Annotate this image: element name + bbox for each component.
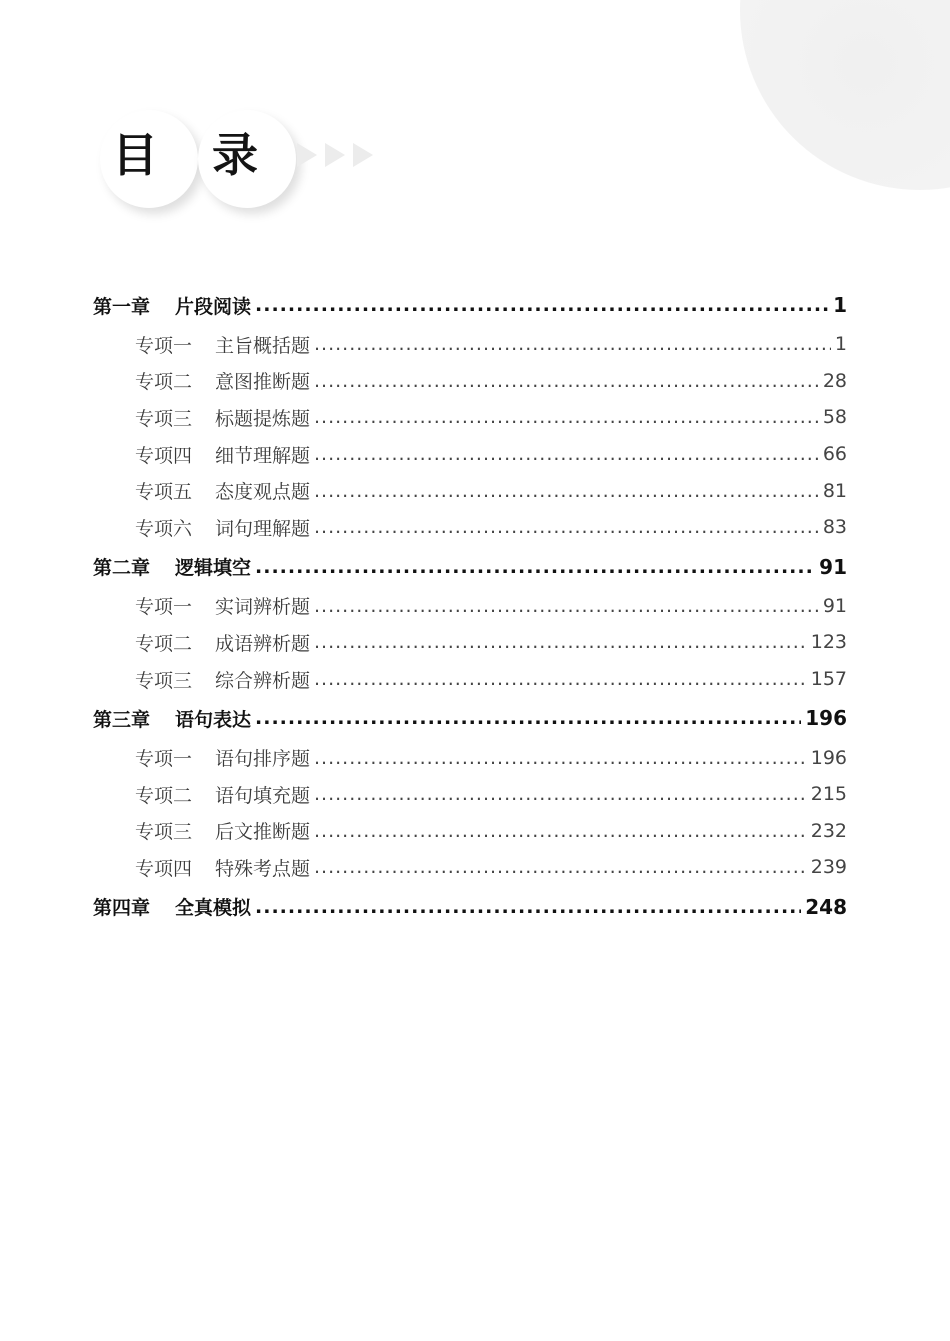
dot-leader bbox=[314, 516, 819, 538]
section-number: 专项二 bbox=[135, 371, 193, 394]
section-number: 专项一 bbox=[135, 596, 193, 619]
dot-leader bbox=[314, 480, 819, 502]
section-number: 专项二 bbox=[135, 784, 193, 807]
chapter-number: 第二章 bbox=[93, 557, 151, 580]
arrow-right-icon bbox=[325, 143, 345, 167]
dot-leader bbox=[314, 370, 819, 392]
page-number: 196 bbox=[810, 746, 847, 769]
arrow-decoration bbox=[297, 143, 373, 171]
section-title: 语句排序题 bbox=[215, 748, 311, 771]
section-number: 专项三 bbox=[135, 407, 193, 430]
section-title: 主旨概括题 bbox=[215, 334, 311, 357]
dot-leader bbox=[314, 333, 831, 355]
dot-leader bbox=[314, 820, 807, 842]
page-number: 248 bbox=[805, 894, 847, 919]
page-number: 28 bbox=[822, 369, 847, 392]
table-of-contents bbox=[93, 284, 847, 928]
section-title: 特殊考点题 bbox=[215, 857, 311, 880]
toc-section-row[interactable] bbox=[93, 813, 847, 850]
page-number: 215 bbox=[810, 783, 847, 806]
dot-leader bbox=[255, 294, 829, 316]
toc-section-row[interactable] bbox=[93, 436, 847, 473]
toc-chapter-row[interactable] bbox=[93, 886, 847, 928]
section-number: 专项三 bbox=[135, 821, 193, 844]
page-number: 91 bbox=[822, 594, 847, 617]
dot-leader bbox=[255, 556, 815, 578]
corner-decoration bbox=[740, 0, 950, 190]
page-number: 239 bbox=[810, 856, 847, 879]
section-number: 专项三 bbox=[135, 669, 193, 692]
toc-section-row[interactable] bbox=[93, 776, 847, 813]
toc-section-row[interactable] bbox=[93, 588, 847, 625]
page-number: 58 bbox=[822, 406, 847, 429]
toc-section-row[interactable] bbox=[93, 739, 847, 776]
dot-leader bbox=[314, 595, 819, 617]
section-title: 实词辨析题 bbox=[215, 596, 311, 619]
arrow-right-icon bbox=[353, 143, 373, 167]
section-number: 专项一 bbox=[135, 334, 193, 357]
section-number: 专项五 bbox=[135, 481, 193, 504]
toc-chapter-row[interactable] bbox=[93, 284, 847, 326]
page-number: 232 bbox=[810, 819, 847, 842]
section-number: 专项一 bbox=[135, 748, 193, 771]
toc-section-row[interactable] bbox=[93, 849, 847, 886]
dot-leader bbox=[255, 707, 801, 729]
section-title: 标题提炼题 bbox=[215, 407, 311, 430]
section-number: 专项四 bbox=[135, 857, 193, 880]
page-number: 1 bbox=[834, 333, 847, 356]
chapter-title: 语句表达 bbox=[175, 708, 252, 731]
page-number: 1 bbox=[833, 293, 847, 317]
toc-section-row[interactable] bbox=[93, 509, 847, 546]
page-number: 157 bbox=[810, 668, 847, 691]
dot-leader bbox=[314, 747, 807, 769]
page-number: 123 bbox=[810, 631, 847, 654]
section-number: 专项六 bbox=[135, 517, 193, 540]
page-number: 196 bbox=[805, 706, 847, 731]
toc-section-row[interactable] bbox=[93, 399, 847, 436]
page-title-char: 录 bbox=[212, 128, 258, 182]
chapter-number: 第三章 bbox=[93, 708, 151, 731]
chapter-title: 全真模拟 bbox=[175, 897, 252, 920]
dot-leader bbox=[314, 406, 819, 428]
section-title: 意图推断题 bbox=[215, 371, 311, 394]
section-title: 语句填充题 bbox=[215, 784, 311, 807]
chapter-title: 逻辑填空 bbox=[175, 557, 252, 580]
dot-leader bbox=[314, 443, 819, 465]
section-title: 后文推断题 bbox=[215, 821, 311, 844]
section-number: 专项二 bbox=[135, 632, 193, 655]
dot-leader bbox=[314, 783, 807, 805]
dot-leader bbox=[314, 668, 807, 690]
section-number: 专项四 bbox=[135, 444, 193, 467]
section-title: 成语辨析题 bbox=[215, 632, 311, 655]
dot-leader bbox=[314, 631, 807, 653]
chapter-number: 第四章 bbox=[93, 897, 151, 920]
page-number: 91 bbox=[819, 554, 847, 579]
toc-chapter-row[interactable] bbox=[93, 546, 847, 588]
dot-leader bbox=[314, 856, 807, 878]
page-title-char: 目 bbox=[112, 128, 158, 182]
dot-leader bbox=[255, 896, 801, 918]
chapter-number: 第一章 bbox=[93, 295, 151, 318]
toc-chapter-row[interactable] bbox=[93, 697, 847, 739]
section-title: 综合辨析题 bbox=[215, 669, 311, 692]
toc-section-row[interactable] bbox=[93, 363, 847, 400]
section-title: 词句理解题 bbox=[215, 517, 311, 540]
chapter-title: 片段阅读 bbox=[175, 295, 252, 318]
toc-section-row[interactable] bbox=[93, 326, 847, 363]
section-title: 细节理解题 bbox=[215, 444, 311, 467]
toc-section-row[interactable] bbox=[93, 624, 847, 661]
toc-section-row[interactable] bbox=[93, 661, 847, 698]
section-title: 态度观点题 bbox=[215, 481, 311, 504]
page-number: 66 bbox=[822, 443, 847, 466]
arrow-right-icon bbox=[297, 143, 317, 167]
toc-section-row[interactable] bbox=[93, 472, 847, 509]
toc-header bbox=[100, 105, 500, 215]
page-number: 81 bbox=[822, 479, 847, 502]
page-number: 83 bbox=[822, 516, 847, 539]
